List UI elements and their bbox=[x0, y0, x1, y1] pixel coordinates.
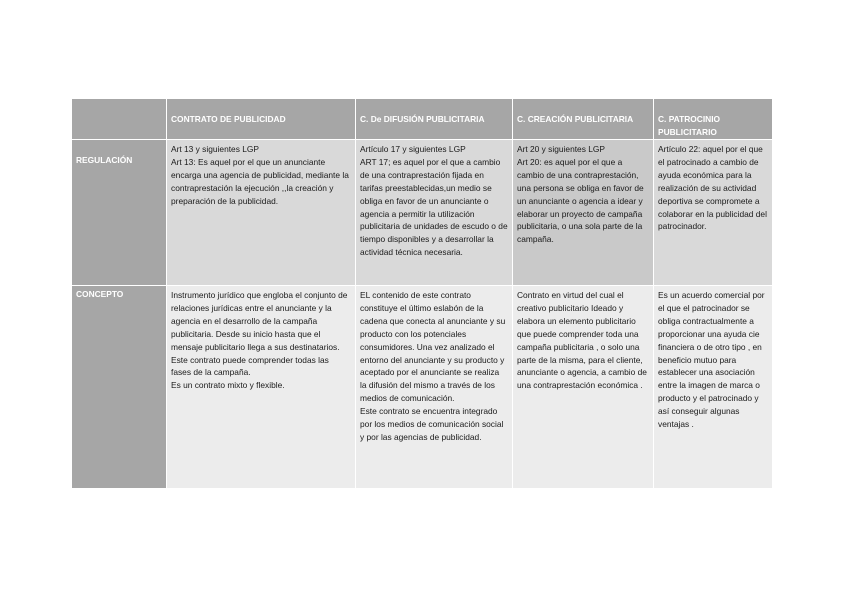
cell-concepto-publicidad bbox=[167, 286, 356, 489]
cell-line: Contrato en virtud del cual el creativo publicitario Ideado y elabora un elemento publicitario que puede comprender toda una campaña publicitaria , o solo una parte de la misma, para el cliente, anunciante o agencia, a cambio de una contraprestación económica . bbox=[517, 290, 647, 391]
header-contrato-publicidad: CONTRATO DE PUBLICIDAD bbox=[167, 99, 356, 140]
header-difusion: C. De DIFUSIÓN PUBLICITARIA bbox=[356, 99, 513, 140]
cell-regulacion-publicidad bbox=[167, 140, 356, 286]
header-row bbox=[72, 99, 772, 140]
header-patrocinio: C. PATROCINIO PUBLICITARIO bbox=[654, 99, 772, 140]
cell-line: Es un acuerdo comercial por el que el patrocinador se obliga contractualmente a proporcionar una ayuda cie financiera o de otro tipo , en beneficio mutuo para establecer una asociación entre la imagen de marca o producto y el patrocinado y así conseguir algunas ventajas . bbox=[658, 290, 765, 430]
cell-concepto-difusion bbox=[356, 286, 513, 489]
row-label-regulacion: REGULACIÓN bbox=[72, 140, 167, 286]
cell-line: Art 13 y siguientes LGP bbox=[171, 144, 259, 154]
cell-line: Artículo 22: aquel por el que el patrocinado a cambio de ayuda económica para la realización de su actividad deportiva se compromete a colaborar en la publicidad del patrocinador. bbox=[658, 144, 767, 232]
cell-concepto-creacion bbox=[513, 286, 654, 489]
table-row-regulacion bbox=[72, 140, 772, 286]
cell-concepto-patrocinio bbox=[654, 286, 772, 489]
cell-line: Instrumento jurídico que engloba el conjunto de relaciones jurídicas entre el anunciante y la agencia en el desarrollo de la campaña publicitaria. Desde su inicio hasta que el mensaje publicitario llega a sus destinatarios. bbox=[171, 290, 348, 352]
row-label-concepto: CONCEPTO bbox=[72, 286, 167, 489]
cell-line: Art 13: Es aquel por el que un anunciante encarga una agencia de publicidad, mediante la contraprestación la ejecución ,,la creación y preparación de la publicidad. bbox=[171, 156, 349, 206]
cell-line: Este contrato se encuentra integrado por los medios de comunicación social y por las agencias de publicidad. bbox=[360, 406, 504, 442]
cell-line: EL contenido de este contrato constituye el último eslabón de la cadena que conecta al anunciante y su producto con los potenciales consumidores. Una vez analizado el entorno del anunciante y su producto y aceptado por el anunciante se realiza la difusión del mismo a través de los medios de comunicación. bbox=[360, 290, 506, 404]
cell-regulacion-difusion bbox=[356, 140, 513, 286]
cell-regulacion-creacion bbox=[513, 140, 654, 286]
cell-line: Artículo 17 y siguientes LGP bbox=[360, 144, 466, 154]
cell-line: Art 20: es aquel por el que a cambio de una contraprestación, una persona se obliga en favor de un anunciante o agencia a idear y elaborar un proyecto de campaña publicitaria, o una sola parte de la campaña. bbox=[517, 156, 644, 245]
cell-line: Este contrato puede comprender todas las fases de la campaña. bbox=[171, 354, 329, 378]
cell-line: ART 17; es aquel por el que a cambio de una contraprestación fijada en tarifas preestablecidas,un medio se obliga en favor de un anunciante o agencia a permitir la utilización publicitaria de unidades de escudo o de tiempo disponibles y a desarrollar la actividad técnica necesaria. bbox=[360, 156, 508, 258]
cell-regulacion-patrocinio bbox=[654, 140, 772, 286]
comparison-table bbox=[72, 99, 772, 489]
table-row-concepto bbox=[72, 286, 772, 489]
cell-line: Art 20 y siguientes LGP bbox=[517, 144, 605, 154]
header-creacion: C. CREACIÓN PUBLICITARIA bbox=[513, 99, 654, 140]
header-blank bbox=[72, 99, 167, 140]
cell-line: Es un contrato mixto y flexible. bbox=[171, 380, 285, 391]
